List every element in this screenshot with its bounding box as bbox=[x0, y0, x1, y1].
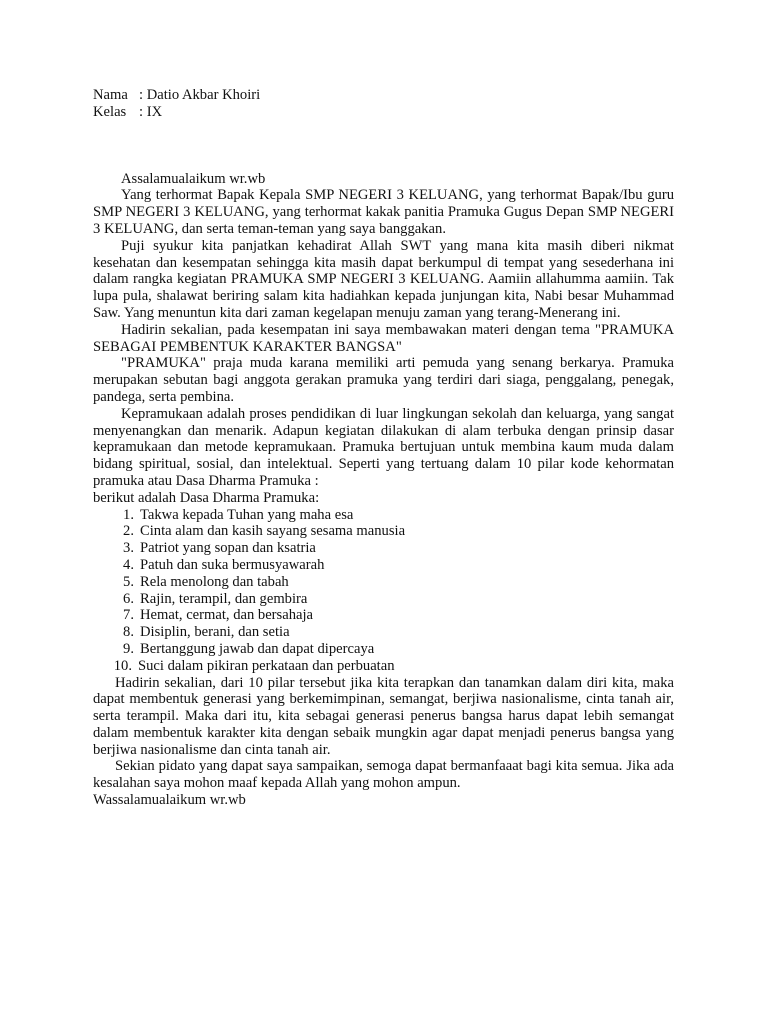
class-label: Kelas bbox=[93, 103, 127, 120]
list-item bbox=[93, 641, 674, 658]
greeting: Assalamualaikum wr.wb bbox=[121, 170, 266, 187]
list-text: Rajin, terampil, dan gembira bbox=[140, 590, 308, 607]
list-text: Suci dalam pikiran perkataan dan perbuatan bbox=[138, 657, 395, 674]
list-item bbox=[93, 591, 674, 608]
paragraph-1: Yang terhormat Bapak Kepala SMP NEGERI 3 KELUANG, yang terhormat Bapak/Ibu guru SMP NEGERI 3 KELUANG, yang terhormat kakak panitia Pramuka Gugus Depan SMP NEGERI 3 KELUANG, dan serta teman-teman yang saya banggakan. bbox=[93, 187, 674, 237]
paragraph-4: "PRAMUKA" praja muda karana memiliki arti pemuda yang senang berkarya. Pramuka merupakan sebutan bagi anggota gerakan pramuka yang terdiri dari siaga, penggalang, penegak, pandega, serta pembina. bbox=[93, 355, 674, 405]
list-text: Bertanggung jawab dan dapat dipercaya bbox=[140, 640, 375, 657]
name-row bbox=[93, 87, 674, 104]
name-label: Nama bbox=[93, 87, 128, 103]
list-item bbox=[93, 540, 674, 557]
closing: Wassalamualaikum wr.wb bbox=[93, 792, 246, 809]
list-item bbox=[93, 607, 674, 624]
list-intro: berikut adalah Dasa Dharma Pramuka: bbox=[93, 489, 320, 506]
name-value: : Datio Akbar Khoiri bbox=[139, 87, 261, 103]
list-number: 7. bbox=[123, 607, 134, 624]
dasa-dharma-list bbox=[93, 507, 674, 675]
list-number: 4. bbox=[123, 556, 134, 573]
list-item bbox=[93, 557, 674, 574]
list-item bbox=[93, 507, 674, 524]
list-number: 6. bbox=[123, 590, 134, 607]
list-number: 10. bbox=[113, 657, 132, 674]
list-text: Disiplin, berani, dan setia bbox=[140, 624, 290, 641]
list-text: Rela menolong dan tabah bbox=[140, 573, 289, 590]
list-item bbox=[93, 523, 674, 540]
list-number: 2. bbox=[123, 523, 134, 540]
list-number: 3. bbox=[123, 540, 134, 557]
list-number: 9. bbox=[123, 640, 134, 657]
class-value: : IX bbox=[139, 103, 163, 120]
list-number: 5. bbox=[123, 573, 134, 590]
list-text: Takwa kepada Tuhan yang maha esa bbox=[140, 506, 354, 523]
list-text: Patuh dan suka bermusyawarah bbox=[140, 556, 325, 573]
list-item bbox=[93, 574, 674, 591]
class-row bbox=[93, 104, 674, 121]
list-number: 1. bbox=[123, 506, 134, 523]
list-item bbox=[93, 624, 674, 641]
list-text: Cinta alam dan kasih sayang sesama manusia bbox=[140, 523, 406, 540]
paragraph-7: Sekian pidato yang dapat saya sampaikan, semoga dapat bermanfaaat bagi kita semua. Jika ada kesalahan saya mohon maaf kepada Allah yang mohon ampun. bbox=[93, 758, 674, 792]
paragraph-2: Puji syukur kita panjatkan kehadirat Allah SWT yang mana kita masih diberi nikmat kesehatan dan kesempatan sehingga kita masih dapat berkumpul di tempat yang sesederhana ini dalam rangka kegiatan PRAMUKA SMP NEGERI 3 KELUANG. Aamiin allahumma aamiin. Tak lupa pula, shalawat beriring salam kita hadiahkan kepada junjungan kita, Nabi besar Muhammad Saw. Yang menuntun kita dari zaman kegelapan menuju zaman yang terang-Menerang ini. bbox=[93, 237, 674, 321]
list-text: Patriot yang sopan dan ksatria bbox=[140, 540, 316, 557]
paragraph-3: Hadirin sekalian, pada kesempatan ini saya membawakan materi dengan tema "PRAMUKA SEBAGAI PEMBENTUK KARAKTER BANGSA" bbox=[93, 321, 674, 355]
list-item bbox=[93, 658, 674, 675]
paragraph-6: Hadirin sekalian, dari 10 pilar tersebut jika kita terapkan dan tanamkan dalam diri kita, maka dapat membentuk generasi yang berkemimpinan, semangat, berjiwa nasionalisme, cinta tanah air, serta terampil. Maka dari itu, kita sebagai generasi penerus bangsa harus dapat lebih semangat dalam membentuk karakter kita dengan sebaik mungkin agar dapat menjadi penerus bangsa yang berjiwa nasionalisme dan cinta tanah air. bbox=[93, 674, 674, 758]
list-text: Hemat, cermat, dan bersahaja bbox=[140, 607, 314, 624]
document-content bbox=[93, 87, 674, 809]
list-number: 8. bbox=[123, 624, 134, 641]
paragraph-5: Kepramukaan adalah proses pendidikan di luar lingkungan sekolah dan keluarga, yang sangat menyenangkan dan menarik. Adapun kegiatan dilakukan di alam terbuka dengan prinsip dasar kepramukaan dan metode kepramukaan. Pramuka bertujuan untuk membina kaum muda dalam bidang spiritual, sosial, dan intelektual. Seperti yang tertuang dalam 10 pilar kode kehormatan pramuka atau Dasa Dharma Pramuka : bbox=[93, 405, 674, 489]
spacer bbox=[93, 121, 674, 171]
